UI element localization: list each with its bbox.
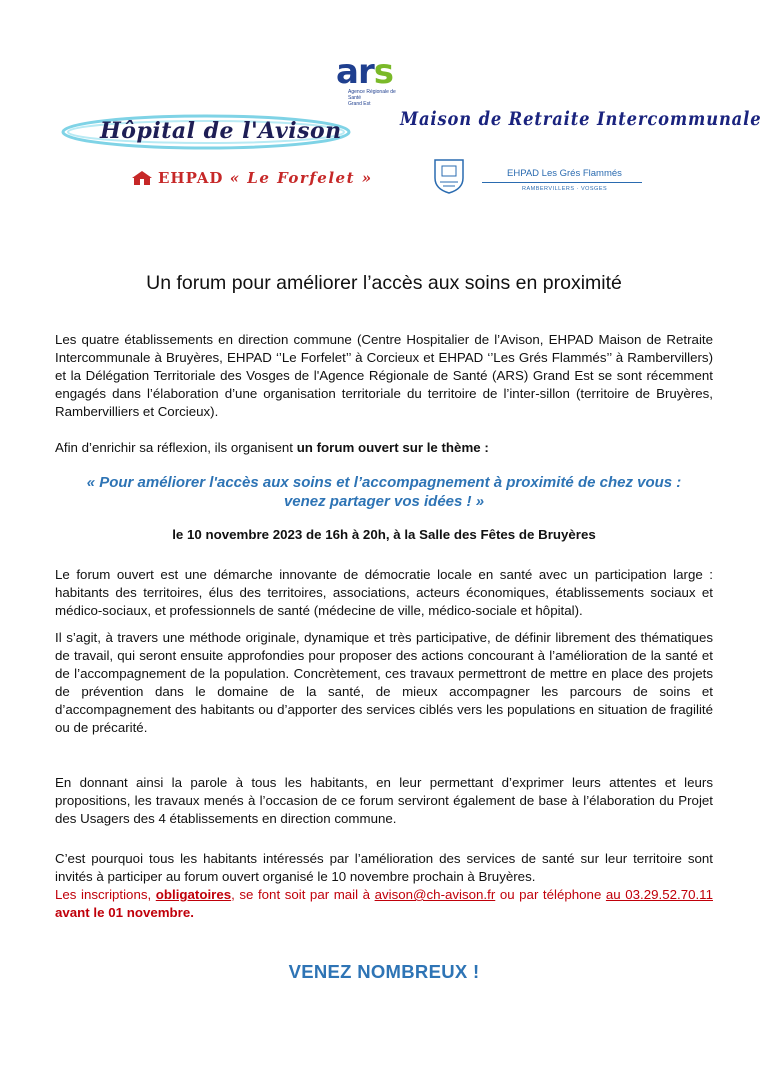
hopital-avison-logo xyxy=(60,110,352,154)
house-icon xyxy=(132,171,152,185)
parole-paragraph: En donnant ainsi la parole à tous les habitants, en leur permettant d’exprimer leurs attentes et leurs propositions, les travaux menés à l’occasion de ce forum serviront également de base à l’élaboration du Projet des Usagers des 4 établissements en direction commune. xyxy=(55,775,713,826)
page-title: Un forum pour améliorer l’accès aux soins en proximité xyxy=(146,272,622,294)
maison-retraite-logo xyxy=(400,108,762,138)
event-date-line: le 10 novembre 2023 de 16h à 20h, à la Salle des Fêtes de Bruyères xyxy=(172,527,596,542)
obligatoires-link: obligatoires xyxy=(155,887,232,902)
ehpad-gres-flammes-place: RAMBERVILLERS · VOSGES xyxy=(522,186,608,192)
hopital-avison-wordmark: Hôpital de l'Avison xyxy=(100,118,342,144)
ars-logo xyxy=(334,52,406,107)
ehpad-gres-flammes-logo xyxy=(402,148,654,203)
invitation-paragraph: C’est pourquoi tous les habitants intéressés par l’amélioration des services de santé sur leur territoire sont invités à participer au forum ouvert organisé le 10 novembre prochain à Bruyères. Les inscriptions, obligatoires, se font soit par mail à avison@ch-avison.fr ou par téléphone au 03.29.52.70.11 avant le 01 novembre. xyxy=(55,851,713,920)
forum-description-paragraph: Le forum ouvert est une démarche innovante de démocratie locale en santé avec un participation large : habitants des territoires, élus des territoires, associations, acteurs économiques, établissements sociaux et médico-sociaux, et professionnels de santé (médecine de ville, médico-sociale et hôpital). xyxy=(55,567,713,618)
forum-theme-line-2: venez partager vos idées ! » xyxy=(283,493,485,510)
ars-logo-wordmark: ars xyxy=(336,52,393,92)
forum-intro-paragraph: Afin d’enrichir sa réflexion, ils organisent un forum ouvert sur le thème : xyxy=(55,440,489,455)
ehpad-gres-flammes-name: EHPAD Les Grés Flammés xyxy=(507,168,622,179)
phone-link[interactable]: au 03.29.52.70.11 xyxy=(605,887,713,902)
intro-paragraph: Les quatre établissements en direction commune (Centre Hospitalier de l’Avison, EHPAD Maison de Retraite Intercommunale à Bruyères, EHPAD ‘’Le Forfelet’’ à Corcieux et EHPAD ‘’Les Grés Flammés’’ à Rambervillers) et la Délégation Territoriale des Vosges de l'Agence Régionale de Santé (ARS) Grand Est se sont récemment engagés dans l’élaboration d’une organisation territoriale du territoire de l’inter-sillon (territoire de Bruyères, Rambervilliers et Corcieux). xyxy=(55,332,713,419)
crest-icon xyxy=(432,156,466,194)
email-link[interactable]: avison@ch-avison.fr xyxy=(374,887,496,902)
ehpad-forfelet-logo xyxy=(132,169,382,191)
forum-theme-line-1: « Pour améliorer l'accès aux soins et l’accompagnement à proximité de chez vous : xyxy=(86,474,682,491)
method-paragraph: Il s’agit, à travers une méthode originale, dynamique et très participative, de définir librement des thématiques de travail, qui seront ensuite approfondies pour proposer des actions concourant à l’amélioration de la santé et de l’accompagnement de la population. Concrètement, ces travaux permettront de mettre en place des projets de prévention dans le domaine de la santé, de mieux accompagner les parcours de soins et d’accompagnement des habitants ou d’apporter des services ciblés vers les populations en situation de fragilité ou de précarité. xyxy=(55,630,713,735)
call-to-action: VENEZ NOMBREUX ! xyxy=(288,961,480,982)
divider xyxy=(482,182,642,183)
inscriptions-text: Les inscriptions, obligatoires, se font soit par mail à avison@ch-avison.fr ou par téléphone au 03.29.52.70.11 avant le 01 novembre. xyxy=(55,887,713,920)
maison-retraite-wordmark: Maison de Retraite Intercommunale xyxy=(400,108,762,130)
forum-theme-quote xyxy=(55,473,713,511)
ehpad-forfelet-wordmark: EHPAD « Le Forfelet » xyxy=(158,169,373,187)
deadline-text: avant le 01 novembre. xyxy=(55,905,194,920)
ars-logo-subtitle: Agence Régionale de Santé Grand Est xyxy=(348,89,396,107)
